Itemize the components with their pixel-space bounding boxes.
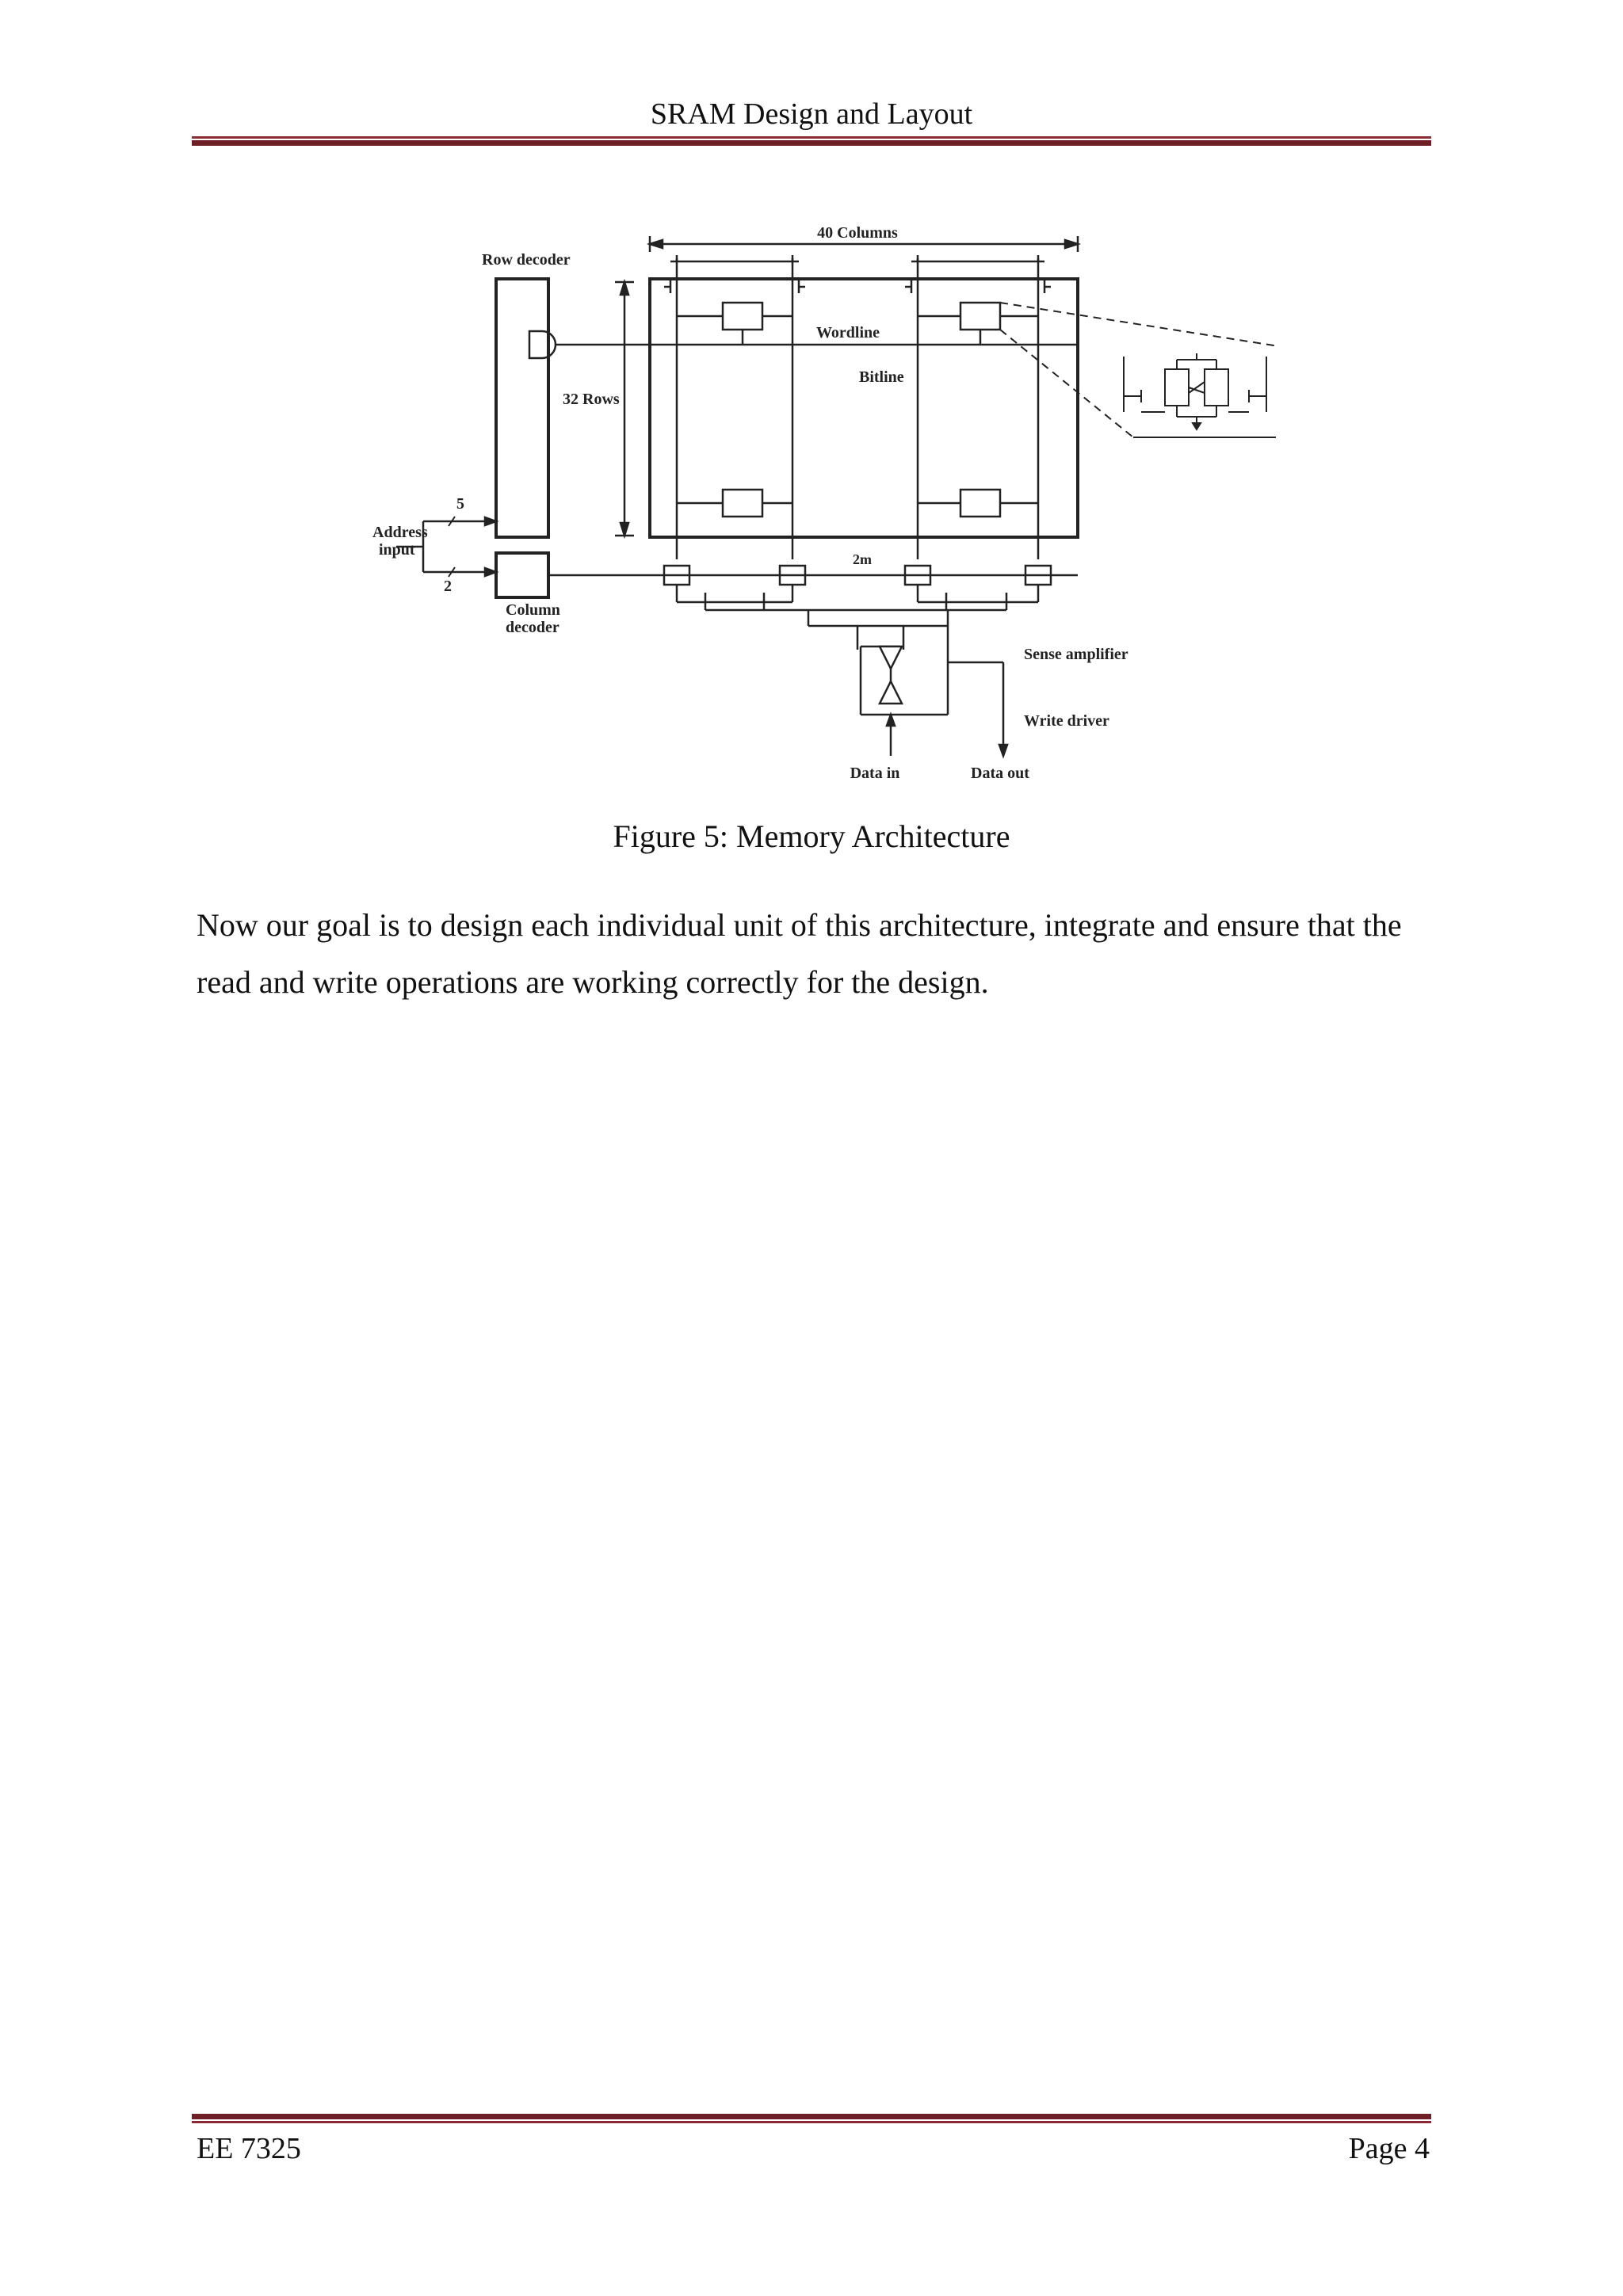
sense-amplifier-label: Sense amplifier — [1024, 646, 1128, 663]
bitline-label: Bitline — [859, 368, 904, 386]
mux-count-label: 2m — [853, 551, 872, 567]
page-header-title: SRAM Design and Layout — [650, 97, 973, 131]
footer-page-number: Page 4 — [1348, 2132, 1430, 2165]
header-rule — [192, 136, 1431, 146]
row-decoder-label: Row decoder — [482, 251, 571, 269]
write-driver-label: Write driver — [1024, 712, 1109, 730]
body-paragraph: Now our goal is to design each individual unit of this architecture, integrate and ensure that the read and write operations are working correctly for the design. — [197, 907, 1402, 1000]
column-decoder-label-line1: Column — [506, 601, 560, 619]
column-decoder-label-line2: decoder — [506, 619, 559, 636]
memory-architecture-diagram — [293, 214, 1276, 792]
address-label-line1: Address — [372, 524, 428, 541]
figure-caption: Figure 5: Memory Architecture — [613, 818, 1010, 854]
footer-rule — [192, 2114, 1431, 2123]
rows-label: 32 Rows — [563, 391, 620, 408]
row-bits-label: 5 — [456, 495, 464, 513]
address-label-line2: input — [379, 541, 415, 559]
data-in-label: Data in — [850, 765, 900, 782]
data-out-label: Data out — [971, 765, 1029, 782]
columns-label: 40 Columns — [817, 224, 898, 242]
wordline-label: Wordline — [816, 324, 880, 341]
col-bits-label: 2 — [444, 578, 452, 595]
footer-course: EE 7325 — [197, 2132, 301, 2165]
